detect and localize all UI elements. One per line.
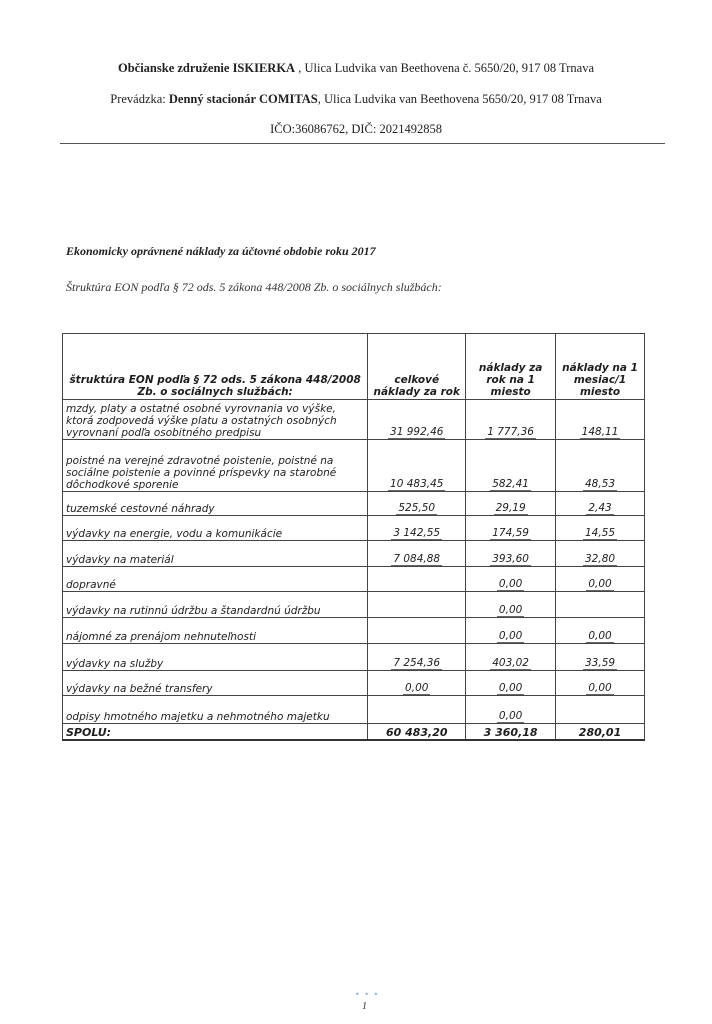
row-per-place: 0,00 [466,618,556,644]
row-total [368,618,466,644]
table-row [63,592,645,618]
header-tax-ids: IČO:36086762, DIČ: 2021492858 [270,122,442,136]
row-total: 10 483,45 [368,440,466,492]
row-label: mzdy, platy a ostatné osobné vyrovnania vo výške, ktorá zodpovedá výške platu a ostatných osobných vyrovnaní podľa osobitného predpisu [63,400,368,440]
facility-address: , Ulica Ludvika van Beethovena 5650/20, 917 08 Trnava [317,92,602,106]
row-label: výdavky na služby [63,644,368,671]
row-per-month [556,696,645,724]
row-per-place: 0,00 [466,671,556,696]
table-row [63,400,645,440]
row-per-place: 29,19 [466,492,556,516]
table-row [63,541,645,567]
row-total: 7 084,88 [368,541,466,567]
organization-address: , Ulica Ludvika van Beethovena č. 5650/20, 917 08 Trnava [295,61,594,75]
row-total [368,696,466,724]
row-per-place: 0,00 [466,696,556,724]
table-total-row [63,724,645,740]
table-header-row [63,334,645,400]
header-divider [60,143,665,144]
row-per-place: 393,60 [466,541,556,567]
total-per-month: 280,01 [556,724,645,740]
row-label: výdavky na rutinnú údržbu a štandardnú údržbu [63,592,368,618]
table-row [63,516,645,541]
table-row [63,440,645,492]
row-per-month: 0,00 [556,567,645,592]
row-per-month: 2,43 [556,492,645,516]
row-per-month: 33,59 [556,644,645,671]
header-organization-line [0,61,712,76]
page-dots-ornament: • • • [355,990,380,999]
header-costs-per-month: náklady na 1 mesiac/1 miesto [556,334,645,400]
header-structure: štruktúra EON podľa § 72 ods. 5 zákona 448/2008 Zb. o sociálnych službách: [63,334,368,400]
row-total: 31 992,46 [368,400,466,440]
table-row [63,671,645,696]
facility-name: Denný stacionár COMITAS [168,92,318,106]
row-label: tuzemské cestovné náhrady [63,492,368,516]
row-per-month: 48,53 [556,440,645,492]
row-per-month: 32,80 [556,541,645,567]
row-per-place: 0,00 [466,592,556,618]
row-per-month: 148,11 [556,400,645,440]
header-costs-per-place: náklady za rok na 1 miesto [466,334,556,400]
row-per-place: 174,59 [466,516,556,541]
table-row [63,567,645,592]
row-total [368,567,466,592]
table-row [63,644,645,671]
row-total: 3 142,55 [368,516,466,541]
section-title: Ekonomicky oprávnené náklady za účtovné obdobie roku 2017 [66,244,376,258]
total-sum: 60 483,20 [368,724,466,740]
table-row [63,492,645,516]
total-per-place: 3 360,18 [466,724,556,740]
row-per-month [556,592,645,618]
row-per-month: 0,00 [556,671,645,696]
row-total [368,592,466,618]
row-label: výdavky na materiál [63,541,368,567]
row-total: 525,50 [368,492,466,516]
row-label: výdavky na bežné transfery [63,671,368,696]
page-number: 1 [362,1001,367,1012]
header-total-costs: celkové náklady za rok [368,334,466,400]
row-label: odpisy hmotného majetku a nehmotného majetku [63,696,368,724]
row-total: 7 254,36 [368,644,466,671]
row-label: poistné na verejné zdravotné poistenie, poistné na sociálne poistenie a povinné príspevky na starobné dôchodkové sporenie [63,440,368,492]
row-per-place: 0,00 [466,567,556,592]
facility-label: Prevádzka: [110,92,169,106]
total-label: SPOLU: [63,724,368,740]
row-label: výdavky na energie, vodu a komunikácie [63,516,368,541]
cost-table [62,333,645,741]
row-per-place: 1 777,36 [466,400,556,440]
row-per-month: 0,00 [556,618,645,644]
organization-name: Občianske združenie ISKIERKA [117,61,296,75]
row-per-place: 582,41 [466,440,556,492]
table-row [63,696,645,724]
row-per-place: 403,02 [466,644,556,671]
header-facility-line [0,92,712,107]
row-per-month: 14,55 [556,516,645,541]
row-total: 0,00 [368,671,466,696]
row-label: nájomné za prenájom nehnuteľnosti [63,618,368,644]
row-label: dopravné [63,567,368,592]
table-row [63,618,645,644]
section-subtitle: Štruktúra EON podľa § 72 ods. 5 zákona 448/2008 Zb. o sociálnych službách: [66,280,442,294]
